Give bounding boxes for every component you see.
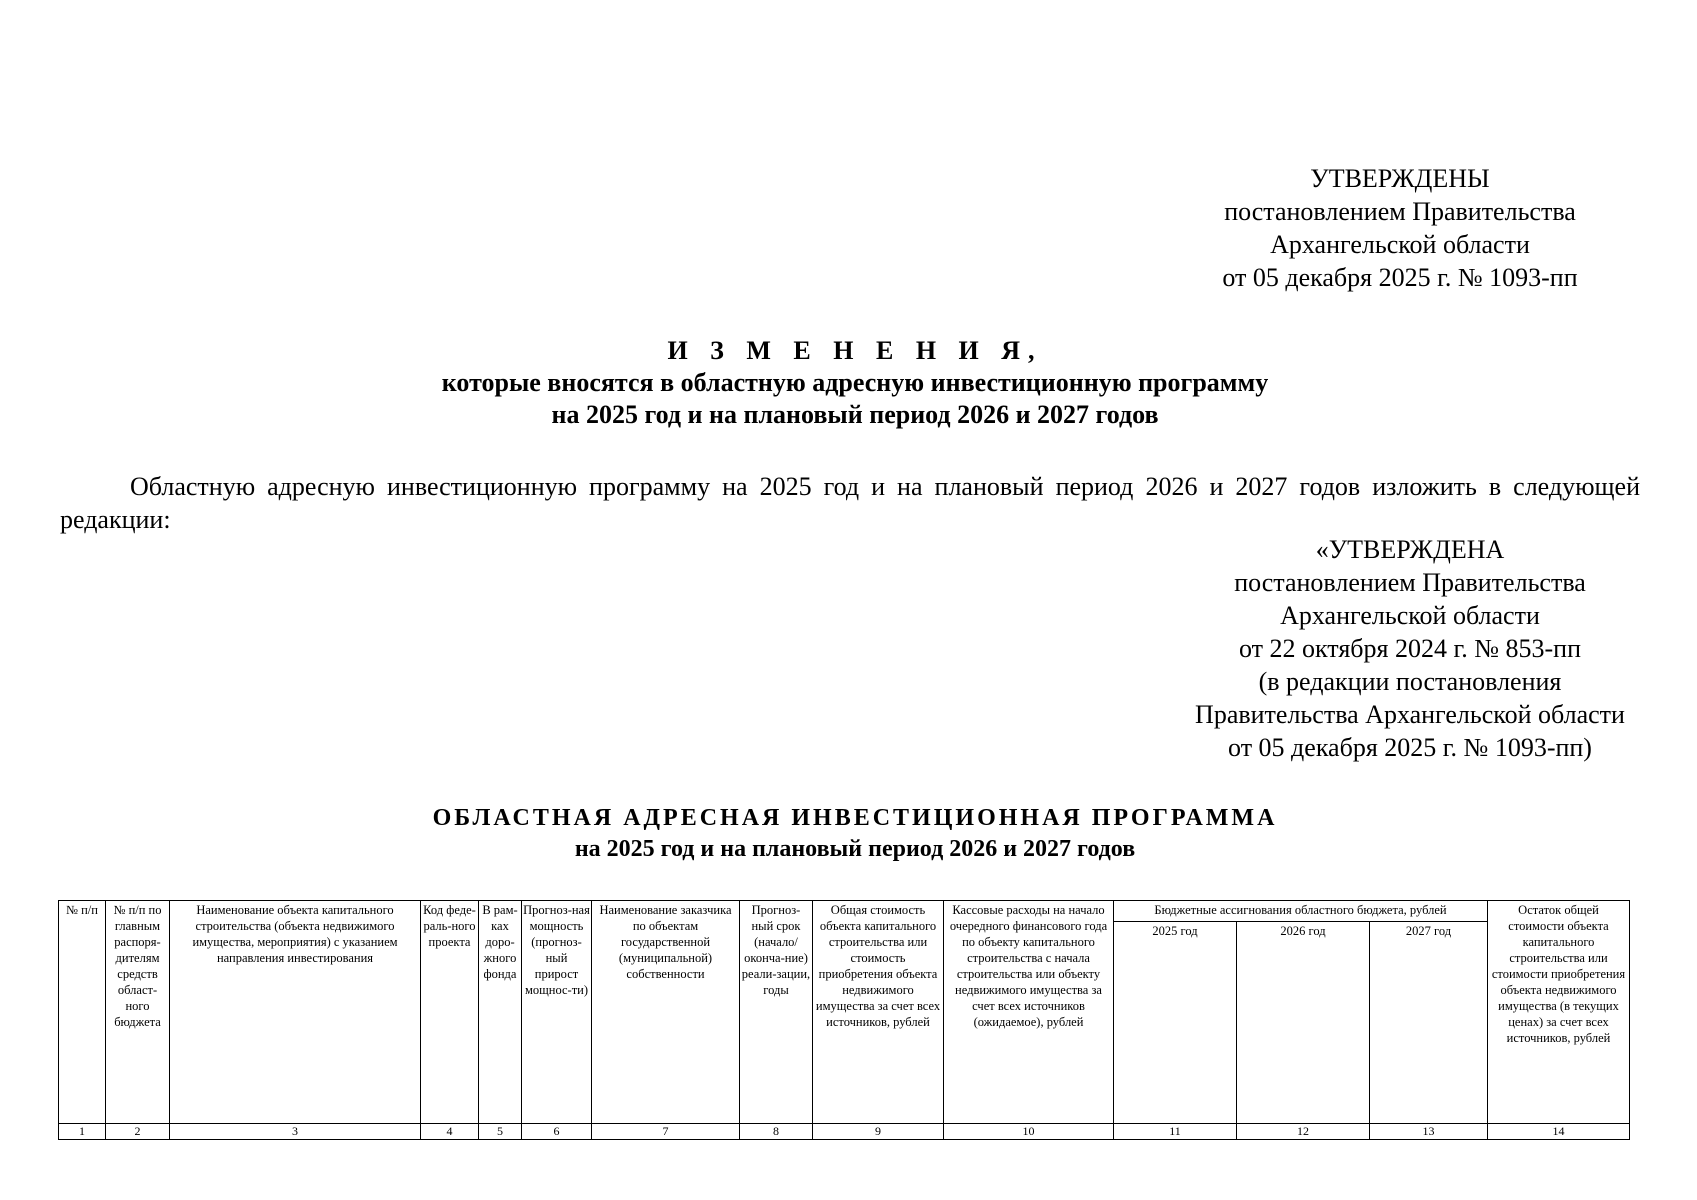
header-cell: Наименование заказчика по объектам государственной (муниципальной) собственности [592,901,740,1124]
column-number: 2 [106,1124,170,1140]
column-number: 10 [944,1124,1114,1140]
header-cell-budget-group: Бюджетные ассигнования областного бюджета, рублей [1114,901,1488,922]
approval-line: постановлением Правительства [1224,197,1576,226]
column-number: 4 [421,1124,479,1140]
approval-line: от 22 октября 2024 г. № 853-пп [1239,634,1581,663]
approval-line: от 05 декабря 2025 г. № 1093-пп) [1228,733,1592,762]
header-cell: В рам-ках доро-жного фонда [479,901,522,1124]
column-number: 1 [59,1124,106,1140]
header-cell: № п/п по главным распоря-дителям средств област-ного бюджета [106,901,170,1124]
approval-line: УТВЕРЖДЕНЫ [1310,164,1490,193]
header-cell: Кассовые расходы на начало очередного финансового года по объекту капитального строительства с начала строительства или объекту недвижимого имущества за счет всех источников (ожидаемое), рублей [944,901,1114,1124]
changes-title-line: на 2025 год и на плановый период 2026 и 2027 годов [551,400,1159,429]
approval-stamp-top [1170,162,1630,294]
intro-paragraph: Областную адресную инвестиционную программу на 2025 год и на плановый период 2026 и 2027 годов изложить в следующей редакции: [60,472,1640,534]
column-number: 12 [1237,1124,1370,1140]
approval-line: «УТВЕРЖДЕНА [1315,535,1505,564]
header-cell: Код феде-раль-ного проекта [421,901,479,1124]
column-number: 13 [1370,1124,1488,1140]
header-cell-year-2027: 2027 год [1370,922,1488,1124]
column-number: 7 [592,1124,740,1140]
approval-line: Архангельской области [1280,601,1540,630]
header-cell: № п/п [59,901,106,1124]
column-number: 3 [170,1124,421,1140]
column-number-row [59,1124,1630,1140]
program-title-heading: ОБЛАСТНАЯ АДРЕСНАЯ ИНВЕСТИЦИОННАЯ ПРОГРАММА [432,805,1278,831]
header-cell: Прогноз-ная мощность (прогноз-ный прирост мощнос-ти) [522,901,592,1124]
column-number: 14 [1488,1124,1630,1140]
table-header-row [59,901,1630,922]
column-number: 8 [740,1124,813,1140]
column-number: 5 [479,1124,522,1140]
header-cell: Прогноз-ный срок (начало/ оконча-ние) реали-зации, годы [740,901,813,1124]
changes-title [60,335,1650,431]
approval-line: (в редакции постановления [1258,667,1562,696]
approval-line: Архангельской области [1270,230,1530,259]
column-number: 11 [1114,1124,1237,1140]
investment-program-table [58,900,1630,1140]
approval-line: Правительства Архангельской области [1195,700,1625,729]
header-cell: Общая стоимость объекта капитального строительства или стоимость приобретения объекта недвижимого имущества за счет всех источников, рублей [813,901,944,1124]
header-cell: Остаток общей стоимости объекта капитального строительства или стоимости приобретения объекта недвижимого имущества (в текущих ценах) за счет всех источников, рублей [1488,901,1630,1124]
changes-title-heading: И З М Е Н Е Н И Я, [667,336,1043,365]
approval-stamp-second [1150,533,1670,764]
approval-line: от 05 декабря 2025 г. № 1093-пп [1222,263,1578,292]
header-cell-year-2026: 2026 год [1237,922,1370,1124]
program-title [60,803,1650,865]
column-number: 9 [813,1124,944,1140]
approval-line: постановлением Правительства [1234,568,1586,597]
changes-title-line: которые вносятся в областную адресную инвестиционную программу [441,368,1269,397]
header-cell-year-2025: 2025 год [1114,922,1237,1124]
header-cell: Наименование объекта капитального строительства (объекта недвижимого имущества, мероприятия) с указанием направления инвестирования [170,901,421,1124]
program-title-subheading: на 2025 год и на плановый период 2026 и 2027 годов [574,836,1136,862]
column-number: 6 [522,1124,592,1140]
